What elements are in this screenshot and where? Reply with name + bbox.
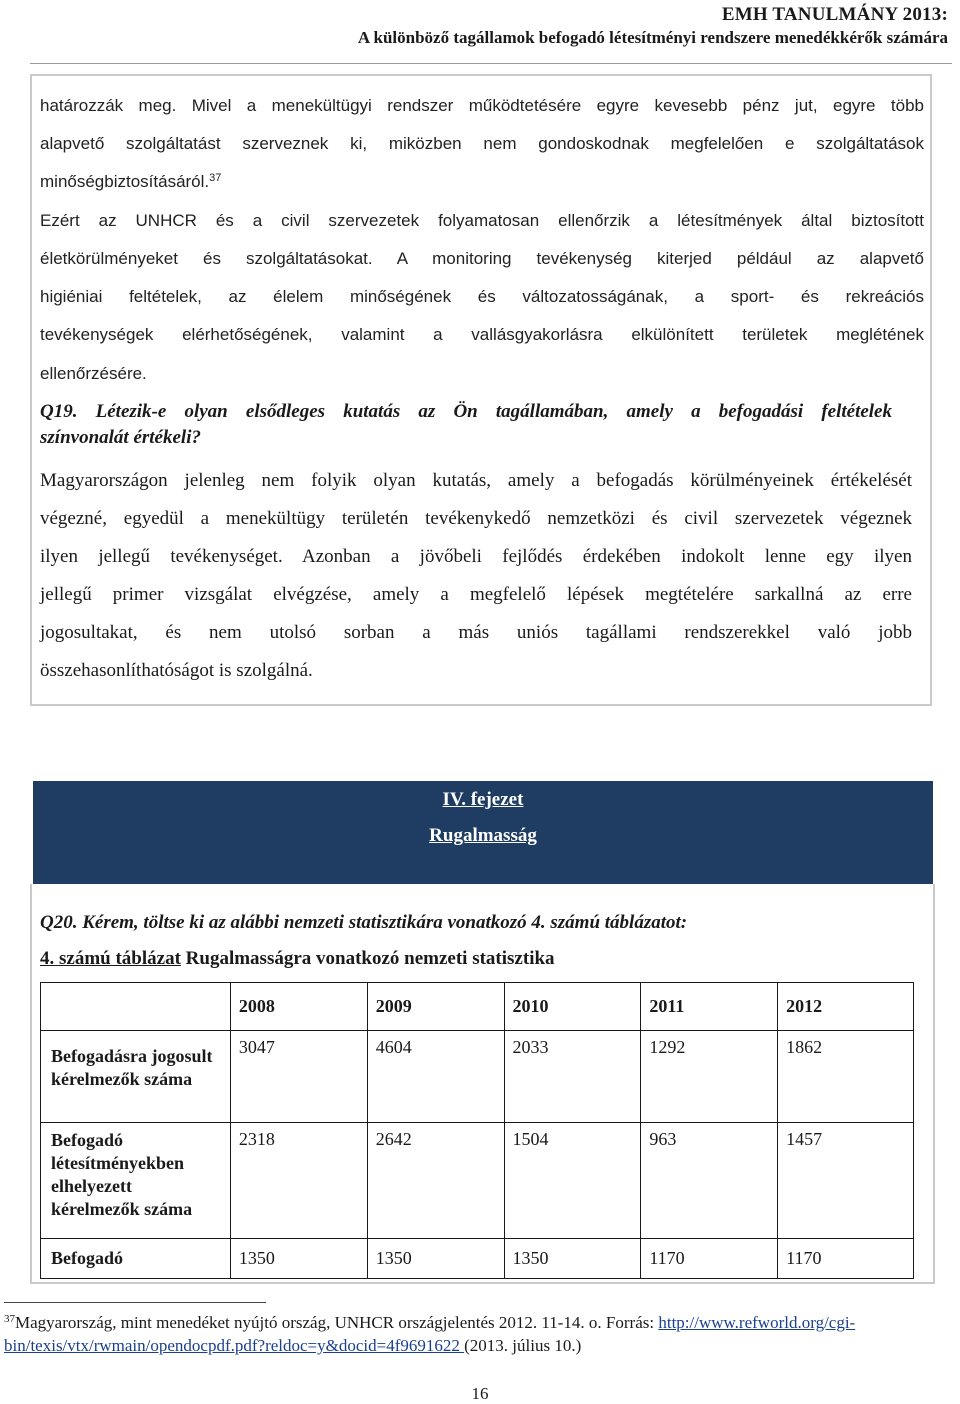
paragraph-text: minőségbiztosításáról.	[40, 172, 210, 191]
paragraph-line: higiéniai feltételek, az élelem minőségének és változatosságának, a sport- és rekreációs	[40, 287, 924, 306]
table-cell: 3047	[230, 1031, 367, 1123]
table-cell: 1170	[641, 1239, 778, 1279]
year-header: 2012	[778, 983, 914, 1031]
answer-line: ilyen jellegű tevékenységet. Azonban a jövőbeli fejlődés érdekében indokolt lenne egy ilyen	[40, 546, 912, 567]
footnote-link[interactable]: http://www.refworld.org/cgi-	[658, 1313, 856, 1332]
table-cell: 1350	[504, 1239, 641, 1279]
table-caption	[40, 948, 555, 970]
answer-line: Magyarországon jelenleg nem folyik olyan kutatás, amely a befogadás körülményeinek értékelését	[40, 470, 912, 491]
paragraph-line	[40, 172, 221, 192]
table-corner-cell	[41, 983, 231, 1031]
year-header: 2008	[230, 983, 367, 1031]
chapter-number: IV. fejezet	[442, 789, 524, 810]
table-cell: 1457	[778, 1123, 914, 1239]
paragraph-line: életkörülményeket és szolgáltatásokat. A monitoring tevékenység kiterjed például az alapvető	[40, 249, 924, 268]
answer-line: jellegű primer vizsgálat elvégzése, amely a megfelelő lépések megtételére sarkallná az erre	[40, 584, 912, 605]
footnote-date: (2013. július 10.)	[464, 1336, 582, 1355]
footnote-divider	[4, 1302, 266, 1303]
paragraph-line: alapvető szolgáltatást szerveznek ki, miközben nem gondoskodnak megfelelően e szolgáltatások	[40, 134, 924, 153]
year-header: 2011	[641, 983, 778, 1031]
table-cell: 1862	[778, 1031, 914, 1123]
table-row	[41, 1123, 914, 1239]
row-label: Befogadásra jogosult kérelmezők száma	[41, 1031, 231, 1123]
question-q19-cont: színvonalát értékeli?	[40, 427, 201, 448]
page-number: 16	[471, 1384, 489, 1403]
table-row	[41, 1031, 914, 1123]
footnote-text: Magyarország, mint menedéket nyújtó ország, UNHCR országjelentés 2012. 11-14. o. Forrás:	[15, 1313, 659, 1332]
footnote-cont	[4, 1336, 581, 1356]
table-reference: 4. számú táblázat	[40, 948, 181, 969]
paragraph-line: ellenőrzésére.	[40, 364, 147, 383]
question-q19: Q19. Létezik-e olyan elsődleges kutatás az Ön tagállamában, amely a befogadási feltételek	[40, 401, 892, 422]
table-cell: 4604	[367, 1031, 504, 1123]
row-label: Befogadó	[41, 1239, 231, 1279]
document-header-title: EMH TANULMÁNY 2013:	[721, 4, 948, 25]
document-header-subtitle: A különböző tagállamok befogadó létesítményi rendszere menedékkérők számára	[357, 28, 948, 47]
paragraph-line: határozzák meg. Mivel a menekültügyi rendszer működtetésére egyre kevesebb pénz jut, egyre több	[40, 96, 924, 115]
table-cell: 963	[641, 1123, 778, 1239]
year-header: 2010	[504, 983, 641, 1031]
table-cell: 1292	[641, 1031, 778, 1123]
answer-line: jogosultakat, és nem utolsó sorban a más uniós tagállami rendszerekkel való jobb	[40, 622, 912, 643]
table-title: Rugalmasságra vonatkozó nemzeti statisztika	[185, 948, 555, 969]
statistics-table	[40, 982, 914, 1279]
chapter-banner	[33, 781, 933, 884]
table-cell: 1350	[367, 1239, 504, 1279]
table-cell: 2642	[367, 1123, 504, 1239]
table-cell: 2318	[230, 1123, 367, 1239]
paragraph-line: Ezért az UNHCR és a civil szervezetek folyamatosan ellenőrzik a létesítmények által biztosított	[40, 211, 924, 230]
header-divider	[30, 63, 952, 64]
table-cell: 1350	[230, 1239, 367, 1279]
question-q20: Q20. Kérem, töltse ki az alábbi nemzeti statisztikára vonatkozó 4. számú táblázatot:	[40, 912, 688, 933]
answer-line: összehasonlíthatóságot is szolgálná.	[40, 660, 313, 681]
year-header: 2009	[367, 983, 504, 1031]
row-label: Befogadó létesítményekben elhelyezett kérelmezők száma	[41, 1123, 231, 1239]
table-row	[41, 1239, 914, 1279]
footnote	[4, 1313, 855, 1333]
table-header-row	[41, 983, 914, 1031]
answer-line: végezné, egyedül a menekültügy területén tevékenykedő nemzetközi és civil szervezetek végeznek	[40, 508, 912, 529]
paragraph-line: tevékenységek elérhetőségének, valamint a vallásgyakorlásra elkülönített területek meglétének	[40, 325, 924, 344]
table-cell: 2033	[504, 1031, 641, 1123]
table-cell: 1170	[778, 1239, 914, 1279]
footnote-reference: 37	[209, 172, 222, 184]
chapter-title: Rugalmasság	[429, 825, 537, 846]
content-box-q19	[30, 74, 932, 706]
table-cell: 1504	[504, 1123, 641, 1239]
footnote-number: 37	[4, 1313, 15, 1325]
footnote-link-cont[interactable]: bin/texis/vtx/rwmain/opendocpdf.pdf?reldoc=y&docid=4f9691622	[4, 1336, 465, 1355]
